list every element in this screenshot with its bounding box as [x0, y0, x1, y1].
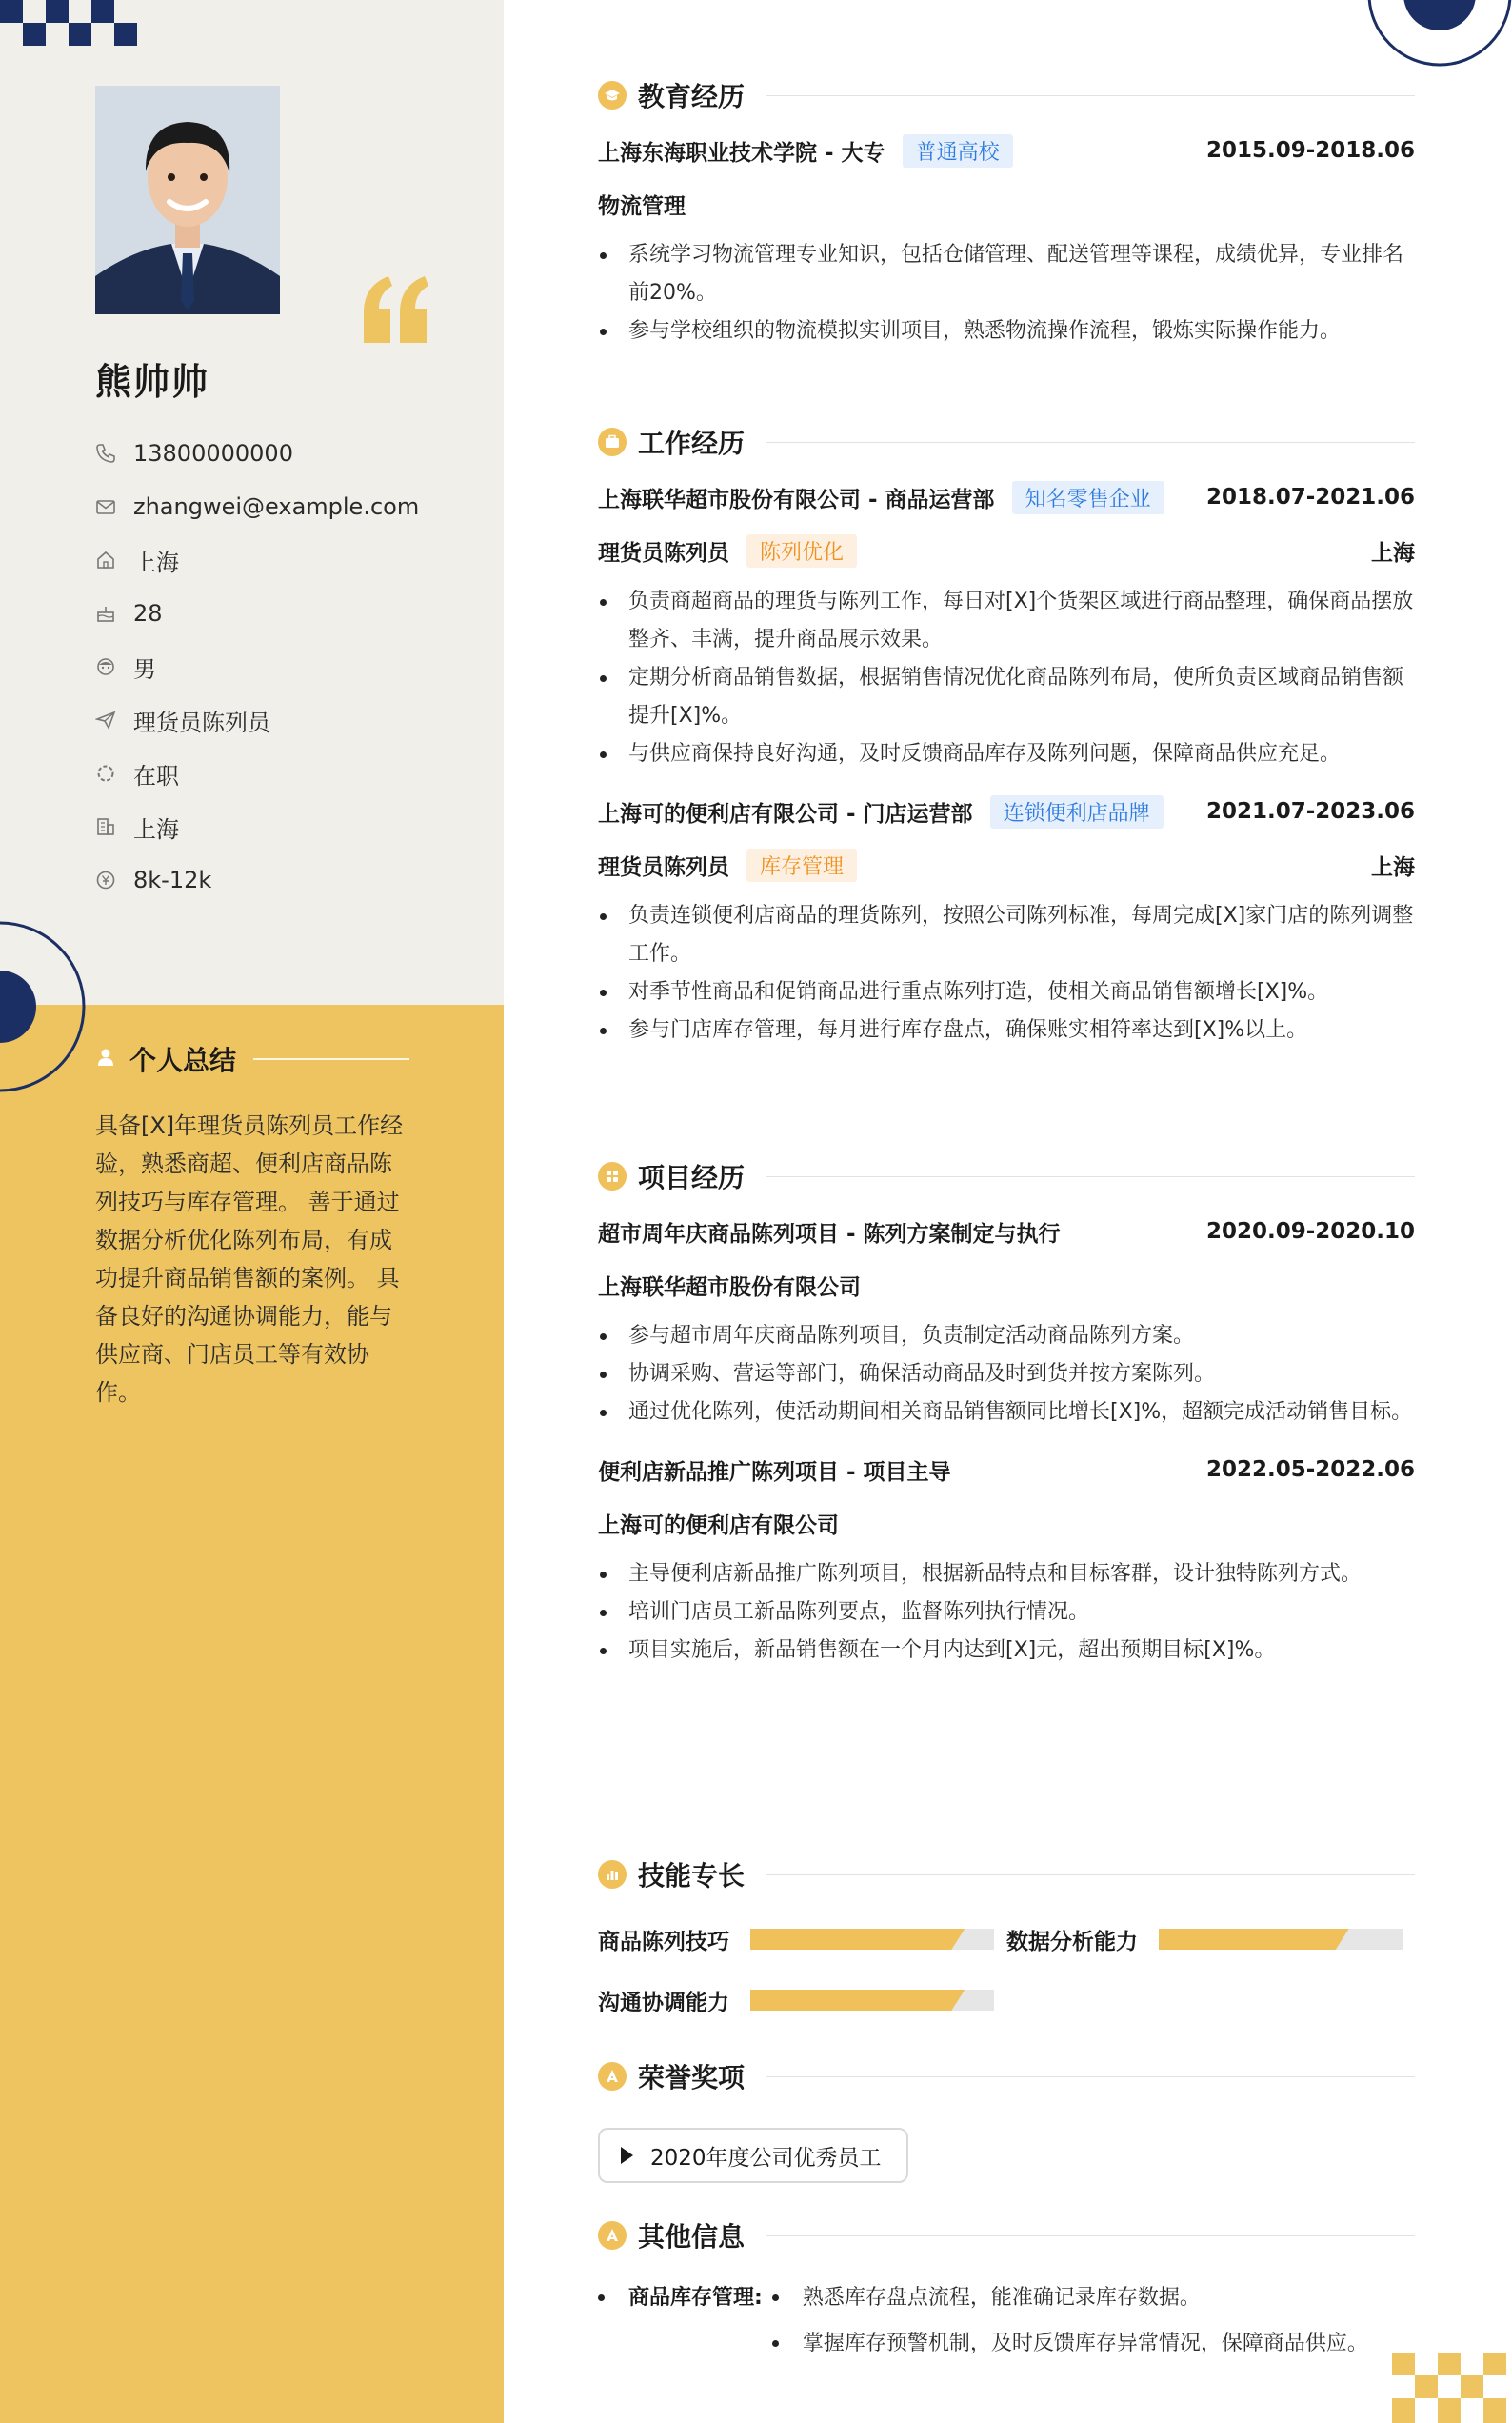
- job-2-date: 2021.07-2023.06: [1205, 799, 1415, 824]
- award-text: 2020年度公司优秀员工: [650, 2145, 882, 2171]
- skills-heading: [598, 1853, 1415, 1895]
- list-item: 协调采购、营运等部门，确保活动商品及时到货并按方案陈列。: [598, 1355, 1415, 1393]
- skill-bar-fill: [750, 1929, 965, 1950]
- contact-location-text: 上海: [133, 549, 179, 576]
- contact-status-text: 在职: [133, 762, 179, 790]
- skill-name: 沟通协调能力: [598, 1990, 729, 2015]
- send-icon: [95, 710, 116, 731]
- education-date: 2015.09-2018.06: [1205, 138, 1415, 163]
- skill-name: 数据分析能力: [1006, 1929, 1138, 1954]
- work-heading: [598, 421, 1415, 463]
- mail-icon: [95, 496, 116, 517]
- project-1-date: 2020.09-2020.10: [1205, 1219, 1415, 1244]
- contact-location: [95, 533, 476, 587]
- info-icon: [598, 2221, 627, 2250]
- projects-heading: [598, 1155, 1415, 1197]
- job-1-role-row: [598, 533, 1415, 568]
- other-row: [598, 2275, 1415, 2367]
- project-2-row: [598, 1452, 1415, 1487]
- contact-email: [95, 480, 476, 533]
- job-2-role: 理货员陈列员: [598, 854, 729, 880]
- skills-row-2: [598, 1981, 1415, 2019]
- list-item: 负责商超商品的理货与陈列工作，每日对[X]个货架区域进行商品整理，确保商品摆放整齐、丰满，提升商品展示效果。: [598, 583, 1415, 659]
- skills-section: [598, 1853, 1415, 2019]
- graduation-cap-icon: [598, 81, 627, 110]
- job-2-company: 上海可的便利店有限公司 - 门店运营部: [598, 801, 973, 827]
- summary-text: 具备[X]年理货员陈列员工作经验，熟悉商超、便利店商品陈列技巧与库存管理。 善于通过数据分析优化陈列布局，有成功提升商品销售额的案例。 具备良好的沟通协调能力，能与供应商、门店员工等有效协作。: [95, 1112, 404, 1406]
- grid-icon: [598, 1162, 627, 1191]
- contact-salary: [95, 853, 476, 907]
- sidebar: [0, 0, 504, 2423]
- user-icon: [95, 1047, 116, 1071]
- project-1-org-row: [598, 1268, 1415, 1302]
- list-item: 系统学习物流管理专业知识，包括仓储管理、配送管理等课程，成绩优异，专业排名前20%。: [598, 236, 1415, 312]
- list-item: 对季节性商品和促销商品进行重点陈列打造，使相关商品销售额增长[X]%。: [598, 973, 1415, 1011]
- project-2-date: 2022.05-2022.06: [1205, 1457, 1415, 1482]
- other-line-2: 掌握库存预警机制，及时反馈库存异常情况，保障商品供应。: [802, 2332, 1368, 2355]
- education-divider: [766, 95, 1415, 96]
- project-2-org-row: [598, 1506, 1415, 1540]
- list-item: 主导便利店新品推广陈列项目，根据新品特点和目标客群，设计独特陈列方式。: [598, 1555, 1415, 1593]
- job-1-tag: 知名零售企业: [1012, 481, 1164, 514]
- award-item: [598, 2128, 908, 2183]
- chart-icon: [598, 1860, 627, 1889]
- other-divider: [766, 2235, 1415, 2236]
- job-1-company: 上海联华超市股份有限公司 - 商品运营部: [598, 487, 995, 512]
- contact-city: [95, 800, 476, 853]
- project-1-org: 上海联华超市股份有限公司: [598, 1274, 861, 1300]
- education-title: 教育经历: [638, 81, 746, 112]
- list-item: 参与学校组织的物流模拟实训项目，熟悉物流操作流程，锻炼实际操作能力。: [598, 312, 1415, 350]
- list-item: 通过优化陈列，使活动期间相关商品销售额同比增长[X]%，超额完成活动销售目标。: [598, 1393, 1415, 1432]
- skill-bar: [750, 1990, 994, 2011]
- building-icon: [95, 816, 116, 837]
- avatar: [95, 86, 280, 314]
- education-section: [598, 74, 1415, 350]
- honors-heading: [598, 2055, 1415, 2097]
- skills-title: 技能专长: [638, 1860, 746, 1892]
- contact-job-text: 理货员陈列员: [133, 709, 270, 736]
- contact-city-text: 上海: [133, 815, 179, 843]
- main-content: [598, 0, 1415, 2423]
- project-1-bullets: [598, 1317, 1415, 1432]
- other-key: 商品库存管理:: [628, 2286, 763, 2310]
- contact-phone: [95, 427, 476, 480]
- award-icon: [598, 2062, 627, 2091]
- contact-gender-text: 男: [133, 655, 156, 683]
- other-section: [598, 2214, 1415, 2367]
- yen-icon: [95, 870, 116, 891]
- contact-gender: [95, 640, 476, 693]
- job-1-row: [598, 480, 1415, 514]
- honors-divider: [766, 2076, 1415, 2077]
- summary-divider: [253, 1058, 409, 1060]
- summary-title: 个人总结: [129, 1045, 237, 1076]
- briefcase-icon: [598, 428, 627, 456]
- projects-divider: [766, 1176, 1415, 1177]
- major-row: [598, 187, 1415, 221]
- contact-age: [95, 587, 476, 640]
- job-1-bullets: [598, 583, 1415, 773]
- job-2-city: 上海: [1371, 854, 1415, 880]
- cake-icon: [95, 603, 116, 624]
- honors-section: [598, 2055, 1415, 2183]
- education-heading: [598, 74, 1415, 116]
- projects-title: 项目经历: [638, 1162, 746, 1193]
- play-icon: [621, 2147, 633, 2164]
- other-line-1: 熟悉库存盘点流程，能准确记录库存数据。: [802, 2286, 1201, 2310]
- project-2-bullets: [598, 1555, 1415, 1670]
- skill-bar-fill: [750, 1990, 965, 2011]
- job-2-role-row: [598, 848, 1415, 882]
- gender-icon: [95, 656, 116, 677]
- work-section: [598, 421, 1415, 1050]
- status-icon: [95, 763, 116, 784]
- job-1-date: 2018.07-2021.06: [1205, 485, 1415, 510]
- project-1-name: 超市周年庆商品陈列项目 - 陈列方案制定与执行: [598, 1221, 1061, 1247]
- other-heading: [598, 2214, 1415, 2256]
- list-item: 与供应商保持良好沟通，及时反馈商品库存及陈列问题，保障商品供应充足。: [598, 735, 1415, 773]
- list-item: 培训门店员工新品陈列要点，监督陈列执行情况。: [598, 1593, 1415, 1632]
- skills-row-1: [598, 1920, 1415, 1958]
- job-1-role-tag: 陈列优化: [746, 534, 857, 568]
- contact-job: [95, 693, 476, 747]
- checker-decoration: [0, 0, 143, 46]
- home-icon: [95, 550, 116, 571]
- summary-heading: [95, 1040, 409, 1078]
- list-item: 参与超市周年庆商品陈列项目，负责制定活动商品陈列方案。: [598, 1317, 1415, 1355]
- work-title: 工作经历: [638, 428, 746, 459]
- quote-mark-icon: [360, 276, 430, 343]
- list-item: 项目实施后，新品销售额在一个月内达到[X]元，超出预期目标[X]%。: [598, 1632, 1415, 1670]
- job-1-city: 上海: [1371, 540, 1415, 566]
- contact-phone-text: 13800000000: [133, 440, 293, 467]
- major: 物流管理: [598, 193, 686, 219]
- skill-item: [1006, 1924, 1415, 1955]
- skill-item: [598, 1924, 1006, 1955]
- list-item: 负责连锁便利店商品的理货陈列，按照公司陈列标准，每周完成[X]家门店的陈列调整工作。: [598, 897, 1415, 973]
- project-2-org: 上海可的便利店有限公司: [598, 1512, 839, 1538]
- skills-divider: [766, 1874, 1415, 1875]
- list-item: 定期分析商品销售数据，根据销售情况优化商品陈列布局，使所负责区域商品销售额提升[X]%。: [598, 659, 1415, 735]
- education-bullets: [598, 236, 1415, 350]
- school-name: 上海东海职业技术学院 - 大专: [598, 140, 885, 166]
- project-2-name: 便利店新品推广陈列项目 - 项目主导: [598, 1459, 951, 1485]
- education-row: [598, 133, 1415, 168]
- contact-age-text: 28: [133, 600, 163, 627]
- project-1-row: [598, 1214, 1415, 1249]
- candidate-name: 熊帅帅: [95, 361, 210, 403]
- skill-bar: [750, 1929, 994, 1950]
- skill-name: 商品陈列技巧: [598, 1929, 729, 1954]
- school-tag: 普通高校: [903, 134, 1013, 168]
- skill-bar-fill: [1159, 1929, 1349, 1950]
- work-divider: [766, 442, 1415, 443]
- list-item: 参与门店库存管理，每月进行库存盘点，确保账实相符率达到[X]%以上。: [598, 1011, 1415, 1050]
- contact-salary-text: 8k-12k: [133, 867, 212, 893]
- phone-icon: [95, 443, 116, 464]
- job-2-role-tag: 库存管理: [746, 849, 857, 882]
- contact-list: [95, 427, 476, 907]
- other-title: 其他信息: [638, 2221, 746, 2253]
- job-2-bullets: [598, 897, 1415, 1050]
- contact-email-text: zhangwei@example.com: [133, 493, 420, 520]
- projects-section: [598, 1155, 1415, 1670]
- job-1-role: 理货员陈列员: [598, 540, 729, 566]
- skill-item: [598, 1985, 1017, 2016]
- job-2-row: [598, 794, 1415, 829]
- circle-decoration-left: [0, 919, 86, 1094]
- honors-title: 荣誉奖项: [638, 2062, 746, 2093]
- contact-status: [95, 747, 476, 800]
- job-2-tag: 连锁便利店品牌: [990, 795, 1164, 829]
- skill-bar: [1159, 1929, 1403, 1950]
